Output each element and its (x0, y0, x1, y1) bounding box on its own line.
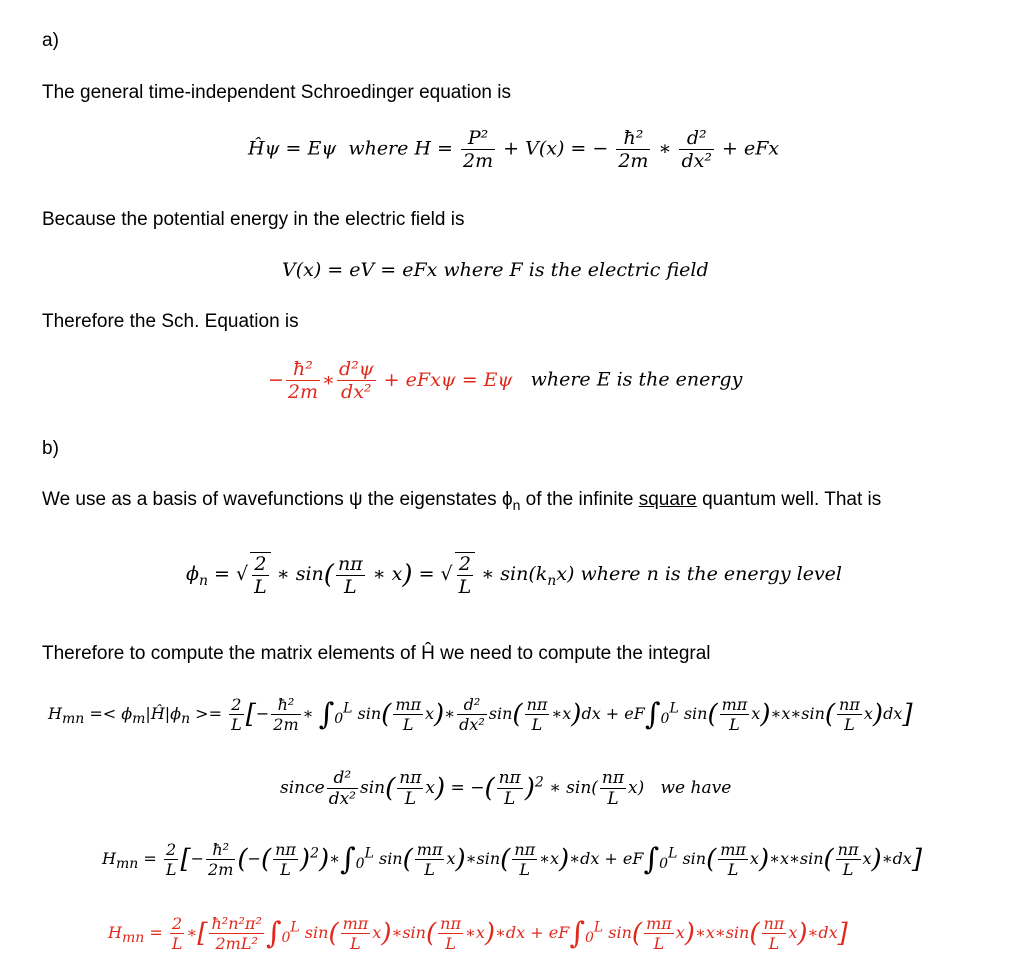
basis-text-sub: n (512, 496, 521, 513)
matrix-element-integral: $H_{mn}$ =< $\phi_m|Ĥ|\phi_n$ >= $\frac{2}{L}$ [− $\frac{\text{ħ²}}{2m}$ ∗ $\int_0^L$ sin( $\frac{m\pi}{L}$ x)∗ $\frac{\text{d²}}{\text{dx²}}$ sin( $\frac{n\pi}{L}$ ∗x)dx + $eF\int_0^L$ sin( $\frac{m\pi}{L}$ x)∗x∗sin( $\frac{n\pi}{L}$ x)dx] (48, 695, 913, 734)
basis-text-pre: We use as a basis of wavefunctions ψ the eigenstates ϕ (42, 489, 513, 510)
basis-text-mid: of the infinite (520, 489, 639, 510)
basis-text-post: quantum well. That is (696, 489, 882, 510)
since-word: since (280, 778, 325, 798)
energy-note: where E is the energy (530, 368, 743, 391)
energy-level-note: where n is the energy level (580, 563, 842, 585)
schroedinger-field-equation: − $\frac{\text{ħ²}}{2m}$ ∗ $\frac{\text{d²ψ}}{\text{dx²}}$ + eFxψ = Eψ where E is the energy (268, 358, 743, 403)
basis-text (42, 489, 881, 513)
part-a-label: a) (42, 30, 59, 51)
matrix-text: Therefore to compute the matrix elements of Ĥ we need to compute the integral (42, 643, 711, 664)
part-b-label: b) (42, 438, 59, 459)
potential-text: Because the potential energy in the electric field is (42, 209, 465, 230)
matrix-element-final: $H_{mn}$ = $\frac{2}{L}$ ∗[ $\frac{\text{ħ²n²π²}}{\text{2mL²}}$ $\int_0^L$ sin( $\frac{m\pi}{L}$ x)∗sin( $\frac{n\pi}{L}$ ∗x)∗dx + $eF\int_0^L$ sin( $\frac{m\pi}{L}$ x)∗x∗sin( $\frac{n\pi}{L}$ x)∗dx] (108, 914, 848, 953)
therefore-text: Therefore the Sch. Equation is (42, 311, 299, 332)
schroedinger-equation: Ĥψ = Eψ where H = $\frac{\text{P²}}{2m}$ + V(x) = − $\frac{\text{ħ²}}{2m}$ ∗ $\frac{\text{d²}}{\text{dx²}}$ + eFx (248, 127, 780, 172)
basis-text-link: square (638, 489, 697, 510)
matrix-element-substituted: $H_{mn}$ = $\frac{2}{L}$ [− $\frac{\text{ħ²}}{2m}$ (−( $\frac{n\pi}{L}$ )$^2)∗\int_0^L$ sin( $\frac{m\pi}{L}$ x)∗sin( $\frac{n\pi}{L}$ ∗x)∗dx + $eF\int_0^L$ sin( $\frac{m\pi}{L}$ x)∗x∗sin( $\frac{n\pi}{L}$ x)∗dx] (102, 840, 922, 879)
we-have: we have (660, 778, 732, 798)
potential-equation: V(x) = eV = eFx where F is the electric field (282, 259, 709, 281)
second-derivative-identity: since $\frac{\text{d²}}{\text{dx²}}$ sin( $\frac{n\pi}{L}$ x) = −( $\frac{n\pi}{L}$ )$^2$ ∗ sin( $\frac{n\pi}{L}$ x) we have (280, 768, 732, 809)
intro-text: The general time-independent Schroedinger equation is (42, 82, 511, 103)
eigenstate-equation: $\phi_n$ = √ $\frac{2}{L}$ ∗ sin( $\frac{n\pi}{L}$ ∗ x) = √ $\frac{2}{L}$ ∗ $\sin(k_nx)$ where n is the energy level (186, 552, 842, 598)
